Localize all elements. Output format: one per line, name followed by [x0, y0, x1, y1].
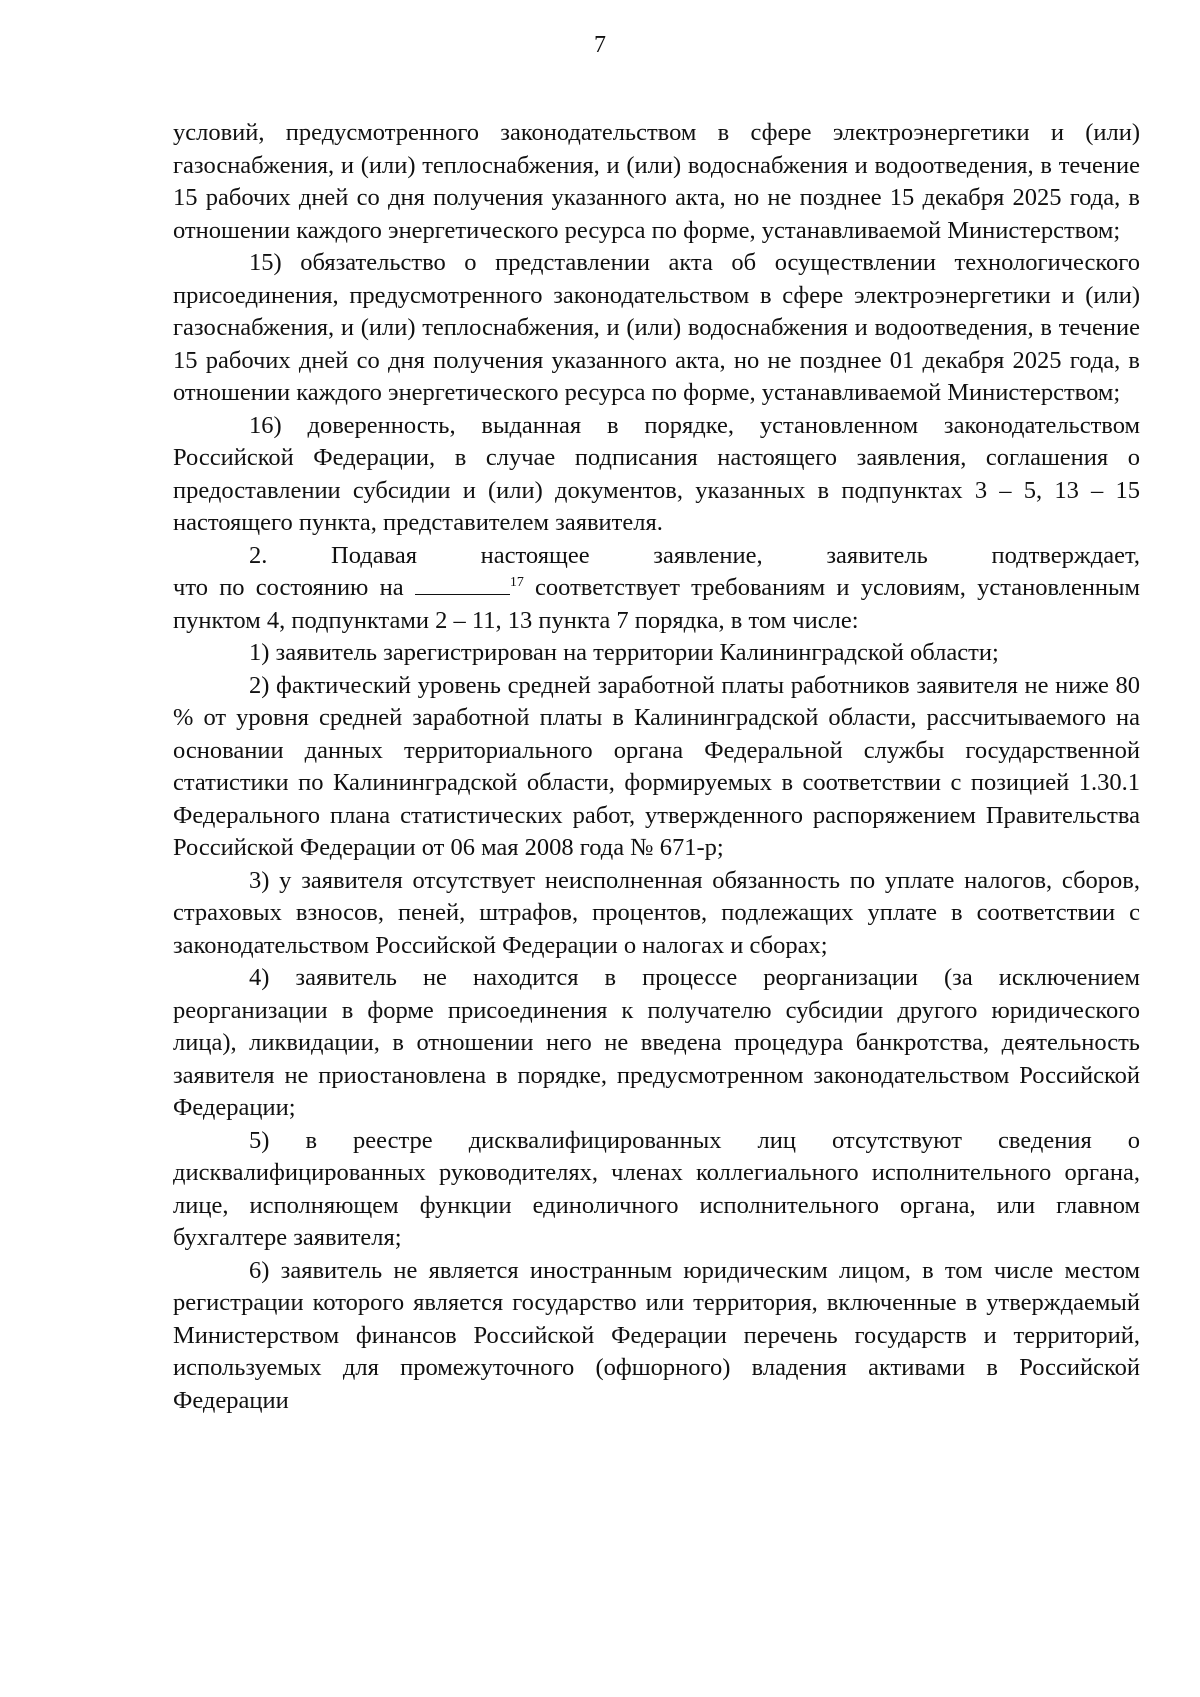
- condition-item-2: 2) фактический уровень средней заработной платы работников заявителя не ниже 80 % от уровня средней заработной платы в Калининградской области, рассчитываемого на основании данных территориального органа Федеральной службы государственной статистики по Калининградской области, формируемых в соответствии с позицией 1.30.1 Федерального плана статистических работ, утвержденного распоряжением Правительства Российской Федерации от 06 мая 2008 года № 671-р;: [173, 671, 1140, 861]
- date-blank-field: [415, 572, 510, 595]
- footnote-reference: 17: [509, 574, 524, 590]
- document-body: [173, 117, 1140, 1417]
- condition-item-5: 5) в реестре дисквалифицированных лиц отсутствуют сведения о дисквалифицированных руководителях, членах коллегиального исполнительного органа, лице, исполняющем функции единоличного исполнительного органа, или главном бухгалтере заявителя;: [173, 1126, 1140, 1251]
- paragraph-item-15: 15) обязательство о представлении акта об осуществлении технологического присоединения, предусмотренного законодательством в сфере электроэнергетики и (или) газоснабжения, и (или) теплоснабжения, и (или) водоснабжения и водоотведения, в течение 15 рабочих дней со дня получения указанного акта, но не позднее 01 декабря 2025 года, в отношении каждого энергетического ресурса по форме, устанавливаемой Министерством;: [173, 249, 1140, 406]
- page-number: 7: [594, 32, 606, 58]
- condition-item-4: 4) заявитель не находится в процессе реорганизации (за исключением реорганизации в форме присоединения к получателю субсидии другого юридического лица), ликвидации, в отношении него не введена процедура банкротства, деятельность заявителя не приостановлена в порядке, предусмотренном законодательством Российской Федерации;: [173, 964, 1140, 1121]
- condition-item-6: 6) заявитель не является иностранным юридическим лицом, в том числе местом регистрации которого является государство или территория, включенные в утверждаемый Министерством финансов Российской Федерации перечень государств и территорий, используемых для промежуточного (офшорного) владения активами в Российской Федерации: [173, 1256, 1140, 1414]
- paragraph-section-2-body: [173, 572, 1140, 637]
- section-2-rest-text: соответствует требованиям и условиям, установленным пунктом 4, подпунктами 2 – 11, 13 пункта 7 порядка, в том числе:: [173, 574, 1141, 634]
- condition-item-3: 3) у заявителя отсутствует неисполненная обязанность по уплате налогов, сборов, страховых взносов, пеней, штрафов, процентов, подлежащих уплате в соответствии с законодательством Российской Федерации о налогах и сборах;: [173, 866, 1140, 959]
- paragraph-section-2-intro: 2. Подавая настоящее заявление, заявитель подтверждает,: [249, 541, 1140, 569]
- paragraph-item-16: 16) доверенность, выданная в порядке, установленном законодательством Российской Федерации, в случае подписания настоящего заявления, соглашения о предоставлении субсидии и (или) документов, указанных в подпунктах 3 – 5, 13 – 15 настоящего пункта, представителем заявителя.: [173, 411, 1140, 536]
- paragraph-continuation: условий, предусмотренного законодательством в сфере электроэнергетики и (или) газоснабжения, и (или) теплоснабжения, и (или) водоснабжения и водоотведения, в течение 15 рабочих дней со дня получения указанного акта, но не позднее 15 декабря 2025 года, в отношении каждого энергетического ресурса по форме, устанавливаемой Министерством;: [173, 119, 1140, 244]
- section-2-lead-text: что по состоянию на: [173, 574, 404, 601]
- condition-item-1: 1) заявитель зарегистрирован на территории Калининградской области;: [249, 639, 999, 666]
